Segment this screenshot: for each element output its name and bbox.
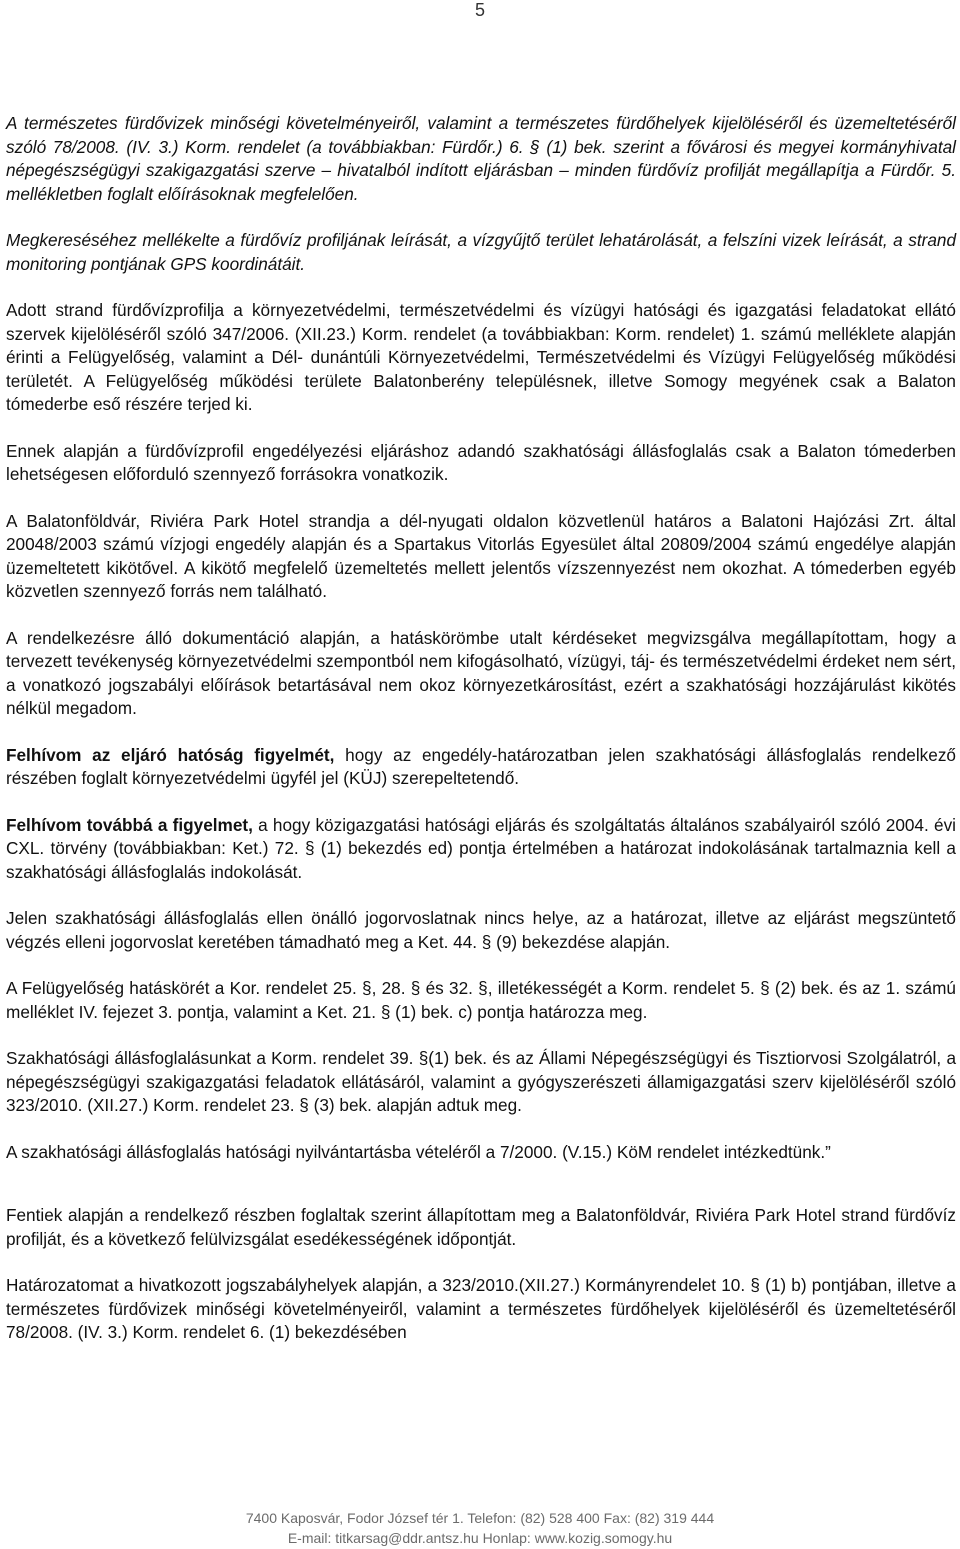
paragraph-7-text: hogy az engedély-határozatban jelen szakhatósági állásfoglalás rendelkező részében foglalt környezetvédelmi ügyfél jel (KÜJ) szerepeltetendő. bbox=[6, 744, 956, 788]
footer-address: 7400 Kaposvár, Fodor József tér 1. Telefon: (82) 528 400 Fax: (82) 319 444 bbox=[245, 1510, 715, 1526]
paragraph-quote-1: A természetes fürdővizek minőségi követelményeiről, valamint a természetes fürdőhelyek kijelöléséről és üzemeltetéséről szóló 78/2008. (IV. 3.) Korm. rendelet (a továbbiakban: Fürdőr.) 6. § (1) bek. szerint a fővárosi és megyei kormányhivatal népegészségügyi szakigazgatási szerve – hivatalból indított eljárásban – minden fürdővíz profilját megállapítja a Fürdőr. 5. mellékletben foglalt előírásoknak megfelelően. bbox=[6, 113, 956, 204]
paragraph-8 bbox=[6, 814, 956, 885]
paragraph-10: A Felügyelőség hatáskörét a Kor. rendelet 25. §, 28. § és 32. §, illetékességét a Korm. rendelet 5. § (2) bek. és az 1. számú melléklet IV. fejezet 3. pontja, valamint a Ket. 21. § (1) bek. c) pontja határozza meg. bbox=[6, 978, 956, 1022]
paragraph-4: Ennek alapján a fürdővízprofil engedélyezési eljáráshoz adandó szakhatósági állásfoglalás csak a Balaton tómederben lehetségesen előforduló szennyező forrásokra vonatkozik. bbox=[6, 440, 956, 484]
footer-contact: E-mail: titkarsag@ddr.antsz.hu Honlap: www.kozig.somogy.hu bbox=[287, 1530, 673, 1546]
paragraph-quote-2: Megkereséséhez mellékelte a fürdővíz profiljának leírását, a vízgyűjtő terület lehatárolását, a felszíni vizek leírását, a strand monitoring pontjának GPS koordinátáit. bbox=[6, 230, 956, 274]
paragraph-3: Adott strand fürdővízprofilja a környezetvédelmi, természetvédelmi és vízügyi hatósági és igazgatási feladatokat ellátó szervek kijelöléséről szóló 347/2006. (XII.23.) Korm. rendelet (a továbbiakban: Korm. rendelet) 1. számú melléklete alapján érinti a Felügyelőség, valamint a Dél- dunántúli Környezetvédelmi, Természetvédelmi és Vízügyi Felügyelőség működési területét. A Felügyelőség működési területe Balatonberény településnek, illetve Somogy megyének csak a Balaton tómederbe eső részére terjed ki. bbox=[6, 300, 956, 414]
paragraph-14: Határozatomat a hivatkozott jogszabályhelyek alapján, a 323/2010.(XII.27.) Kormányrendelet 10. § (1) b) pontjában, illetve a természetes fürdővizek minőségi követelményeiről, valamint a természetes fürdőhelyek kijelöléséről és üzemeltetéséről 78/2008. (IV. 3.) Korm. rendelet 6. (1) bekezdésében bbox=[6, 1275, 956, 1342]
paragraph-5: A Balatonföldvár, Riviéra Park Hotel strandja a dél-nyugati oldalon közvetlenül határos a Balatoni Hajózási Zrt. által 20048/2003 számú vízjogi engedély alapján és a Spartakus Vitorlás Egyesület által 20809/2004 számú engedélye alapján üzemeltetett kikötővel. A kikötő megfelelő üzemeltetés mellett jelentős vízszennyezést nem okozhat. A tómederben egyéb közvetlen szennyező forrás nem található. bbox=[6, 510, 956, 601]
paragraph-7-bold: Felhívom az eljáró hatóság figyelmét, bbox=[6, 744, 335, 765]
paragraph-8-text: a hogy közigazgatási hatósági eljárás és szolgáltatás általános szabályairól szóló 2004. évi CXL. törvény (továbbiakban: Ket.) 72. § (1) bekezdés ed) pontja értelmében a határozat indokolásának tartalmaznia kell a szakhatósági állásfoglalás indokolását. bbox=[6, 814, 956, 882]
document-body bbox=[6, 112, 956, 1368]
paragraph-8-bold: Felhívom továbbá a figyelmet, bbox=[6, 814, 253, 835]
paragraph-12: A szakhatósági állásfoglalás hatósági nyilvántartásba vételéről a 7/2000. (V.15.) KöM rendelet intézkedtünk.” bbox=[6, 1141, 831, 1162]
paragraph-9: Jelen szakhatósági állásfoglalás ellen önálló jogorvoslatnak nincs helye, az a határozat, illetve az eljárást megszüntető végzés elleni jogorvoslat keretében támadható meg a Ket. 44. § (9) bekezdése alapján. bbox=[6, 908, 956, 952]
paragraph-6: A rendelkezésre álló dokumentáció alapján, a hatáskörömbe utalt kérdéseket megvizsgálva megállapítottam, hogy a tervezett tevékenység környezetvédelmi szempontból nem kifogásolható, vízügyi, táj- és természetvédelmi érdeket nem sért, a vonatkozó jogszabályi előírások betartásával nem okoz környezetkárosítást, ezért a szakhatósági hozzájárulást kikötés nélkül megadom. bbox=[6, 627, 956, 718]
paragraph-11: Szakhatósági állásfoglalásunkat a Korm. rendelet 39. §(1) bek. és az Állami Népegészségügyi és Tisztiorvosi Szolgálatról, a népegészségügyi szakigazgatási feladatok ellátásáról, valamint a gyógyszerészeti államigazgatási szerv kijelöléséről szóló 323/2010. (XII.27.) Korm. rendelet 23. § (3) bek. alapján adtuk meg. bbox=[6, 1048, 956, 1115]
paragraph-13: Fentiek alapján a rendelkező részben foglaltak szerint állapítottam meg a Balatonföldvár, Riviéra Park Hotel strand fürdővíz profilját, és a következő felülvizsgálat esedékességének időpontját. bbox=[6, 1205, 956, 1249]
page-number: 5 bbox=[474, 0, 485, 20]
paragraph-7 bbox=[6, 744, 956, 791]
